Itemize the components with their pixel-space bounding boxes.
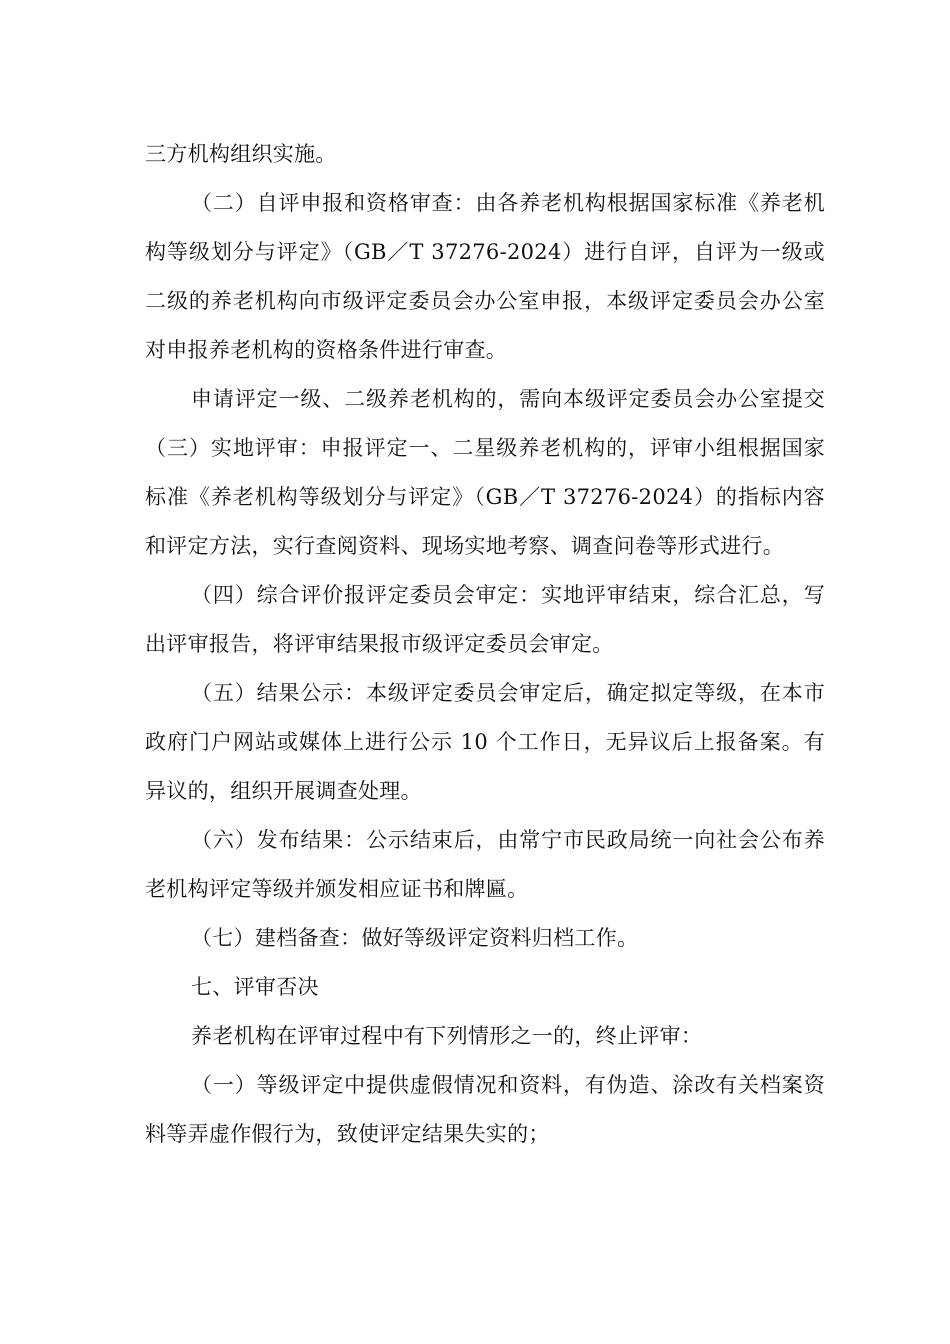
paragraph-9: 养老机构在评审过程中有下列情形之一的，终止评审： — [191, 1024, 703, 1048]
section-heading: 七、评审否决 — [191, 975, 319, 999]
document-body — [145, 130, 825, 1159]
paragraph-3: 申请评定一级、二级养老机构的，需向本级评定委员会办公室提交（三）实地评审：申报评定一、二星级养老机构的，评审小组根据国家标准《养老机构等级划分与评定》（GB／T 37276-2024）的指标内容和评定方法，实行查阅资料、现场实地考察、调查问卷等形式进行。 — [145, 387, 825, 558]
paragraph-1: 三方机构组织实施。 — [145, 142, 337, 166]
paragraph-10: （一）等级评定中提供虚假情况和资料，有伪造、涂改有关档案资料等弄虚作假行为，致使评定结果失实的； — [145, 1073, 825, 1146]
paragraph-5: （五）结果公示：本级评定委员会审定后，确定拟定等级，在本市政府门户网站或媒体上进行公示 10 个工作日，无异议后上报备案。有异议的，组织开展调查处理。 — [145, 681, 825, 803]
paragraph-6: （六）发布结果：公示结束后，由常宁市民政局统一向社会公布养老机构评定等级并颁发相应证书和牌匾。 — [145, 828, 825, 901]
paragraph-7: （七）建档备查：做好等级评定资料归档工作。 — [191, 926, 639, 950]
paragraph-2: （二）自评申报和资格审查：由各养老机构根据国家标准《养老机构等级划分与评定》（GB／T 37276-2024）进行自评，自评为一级或二级的养老机构向市级评定委员会办公室申报，本级评定委员会办公室对申报养老机构的资格条件进行审查。 — [145, 191, 825, 362]
paragraph-4: （四）综合评价报评定委员会审定：实地评审结束，综合汇总，写出评审报告，将评审结果报市级评定委员会审定。 — [145, 583, 825, 656]
